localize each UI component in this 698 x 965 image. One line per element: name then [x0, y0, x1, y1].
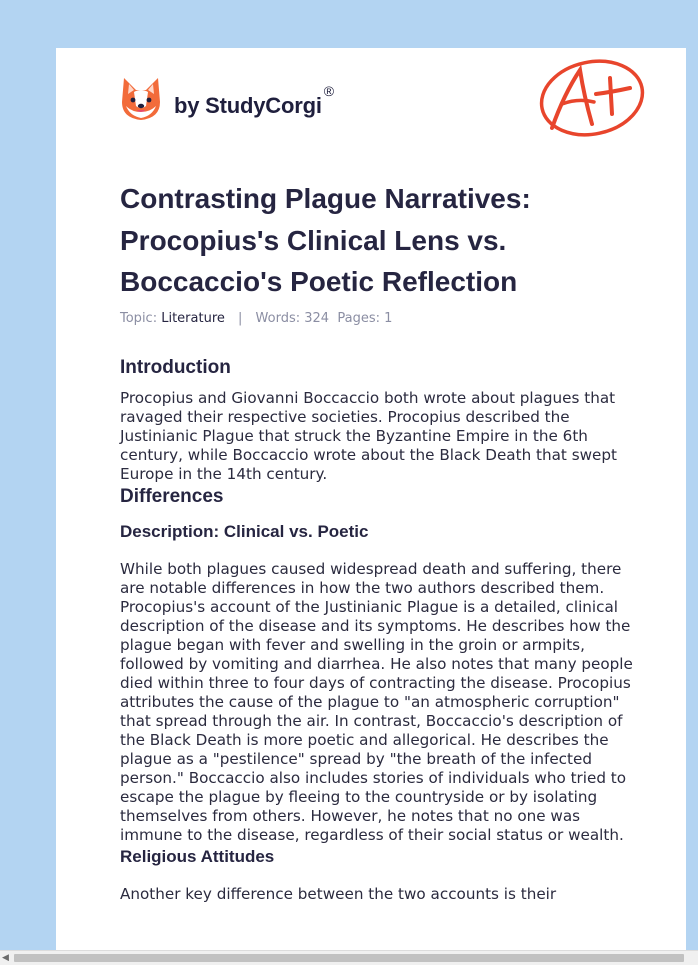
topic-link[interactable]: Literature: [161, 311, 225, 326]
words-count: 324: [304, 311, 330, 326]
pages-label: Pages:: [337, 311, 380, 326]
brand-name: [174, 83, 334, 119]
description-heading: Description: Clinical vs. Poetic: [120, 522, 369, 541]
studycorgi-logo[interactable]: [120, 76, 334, 122]
horizontal-scrollbar[interactable]: [0, 950, 698, 965]
corgi-logo-icon: [120, 76, 162, 122]
document-page: [56, 48, 686, 950]
page-title: Contrasting Plague Narratives: Procopius's Clinical Lens vs. Boccaccio's Poetic Reflection: [120, 183, 531, 297]
words-label: Words:: [255, 311, 301, 326]
religious-attitudes-paragraph: Another key difference between the two accounts is their: [120, 885, 557, 903]
brand-text: by StudyCorgi: [174, 93, 322, 118]
scrollbar-thumb[interactable]: [14, 954, 684, 962]
religious-attitudes-heading: Religious Attitudes: [120, 847, 275, 866]
description-paragraph: While both plagues caused widespread death and suffering, there are notable differences in how the two authors described them. Procopius's account of the Justinianic Plague is a detailed, clinical description of the disease and its symptoms. He describes how the plague began with fever and swelling in the groin or armpits, followed by vomiting and diarrhea. He also notes that many people died within three to four days of contracting the disease. Procopius attributes the cause of the plague to "an atmospheric corruption" that spread through the air. In contrast, Boccaccio's description of the Black Death is more poetic and allegorical. He describes the plague as a "pestilence" spread by "the breath of the infected person." Boccaccio also includes stories of individuals who tried to escape the plague by fleeing to the countryside or by isolating themselves from others. However, he notes that no one was immune to the disease, regardless of their social status or wealth.: [120, 560, 633, 844]
scroll-left-arrow-icon[interactable]: ◀: [2, 953, 9, 963]
registered-mark: ®: [323, 83, 334, 99]
pages-count: 1: [384, 311, 393, 326]
differences-heading: Differences: [120, 486, 224, 507]
topic-label: Topic:: [120, 311, 158, 326]
introduction-paragraph: Procopius and Giovanni Boccaccio both wrote about plagues that ravaged their respective societies. Procopius described the Justinianic Plague that struck the Byzantine Empire in the 6th century, while Boccaccio wrote about the Black Death that swept Europe in the 14th century.: [120, 389, 617, 483]
introduction-heading: Introduction: [120, 357, 231, 378]
document-meta: [120, 311, 392, 326]
essay-body: [120, 353, 640, 904]
meta-separator: |: [238, 311, 243, 326]
a-plus-badge-icon: [538, 58, 648, 140]
